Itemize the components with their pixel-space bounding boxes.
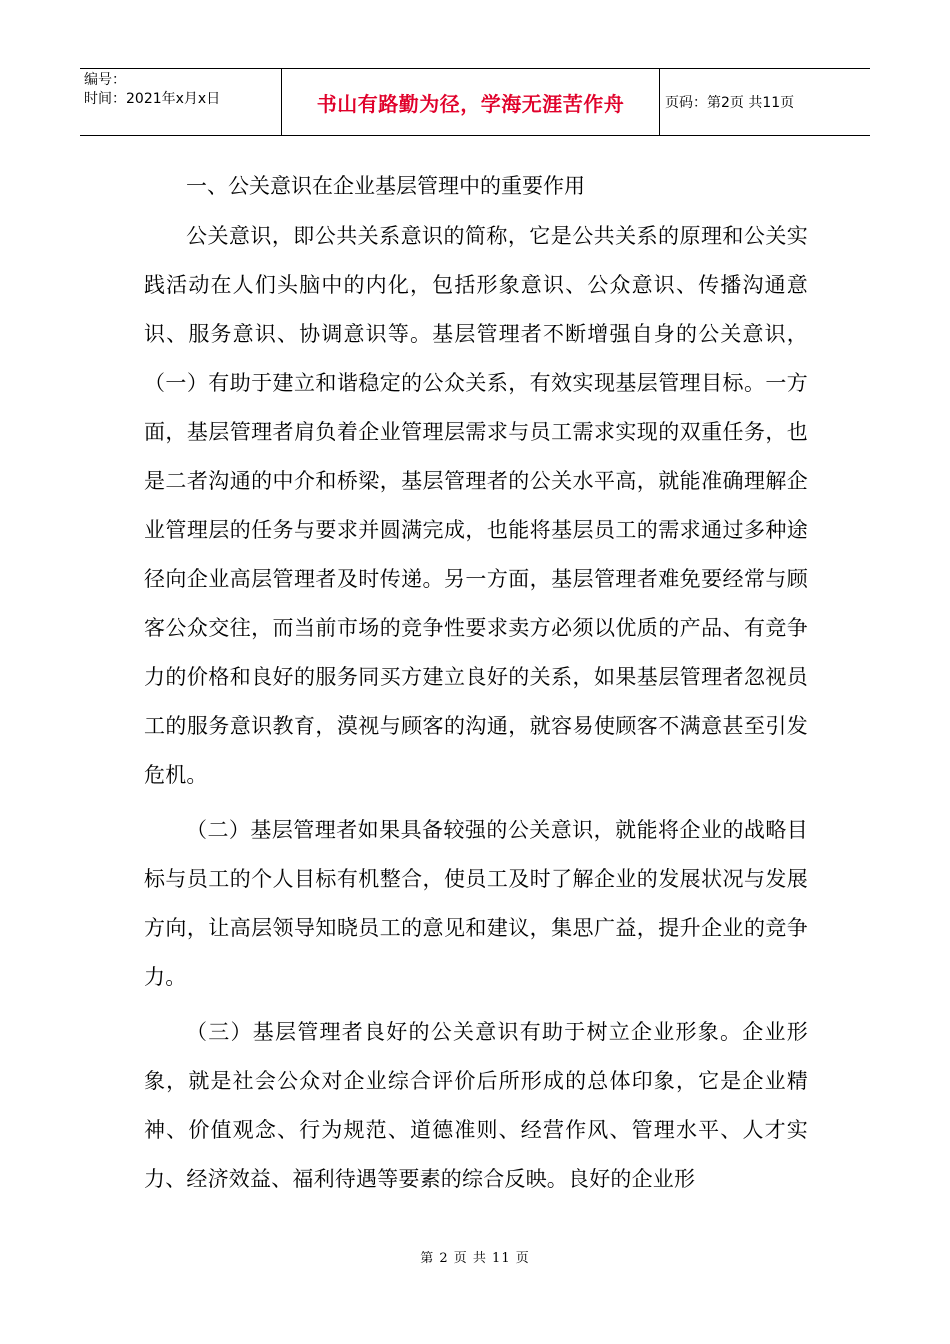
serial-number-label: 编号： (84, 72, 126, 88)
date-label: 时间：2021年x月x日 (84, 91, 221, 107)
body-paragraph-1: 公关意识，即公共关系意识的简称，它是公共关系的原理和公关实践活动在人们头脑中的内化，包括形象意识、公众意识、传播沟通意识、服务意识、协调意识等。基层管理者不断增强自身的公关意识，（一）有助于建立和谐稳定的公众关系，有效实现基层管理目标。一方面，基层管理者肩负着企业管理层需求与员工需求实现的双重任务，也是二者沟通的中介和桥梁，基层管理者的公关水平高，就能准确理解企业管理层的任务与要求并圆满完成，也能将基层员工的需求通过多种途径向企业高层管理者及时传递。另一方面，基层管理者难免要经常与顾客公众交往，而当前市场的竞争性要求卖方必须以优质的产品、有竞争力的价格和良好的服务同买方建立良好的关系，如果基层管理者忽视员工的服务意识教育，漠视与顾客的沟通，就容易使顾客不满意甚至引发危机。 (144, 224, 808, 787)
body-paragraph-3: （三）基层管理者良好的公关意识有助于树立企业形象。企业形象，就是社会公众对企业综合评价后所形成的总体印象，它是企业精神、价值观念、行为规范、道德准则、经营作风、管理水平、人才实力、经济效益、福利待遇等要素的综合反映。良好的企业形 (144, 1020, 808, 1191)
body-paragraph-2: （二）基层管理者如果具备较强的公关意识，就能将企业的战略目标与员工的个人目标有机整合，使员工及时了解企业的发展状况与发展方向，让高层领导知晓员工的意见和建议，集思广益，提升企业的竞争力。 (144, 818, 808, 989)
header-motto: 书山有路勤为径，学海无涯苦作舟 (282, 69, 660, 135)
header-page-info: 页码：第2页 共11页 (665, 95, 795, 111)
document-header (80, 68, 870, 136)
document-body (144, 163, 808, 1206)
page-footer: 第 2 页 共 11 页 (420, 1251, 530, 1266)
section-heading: 一、公关意识在企业基层管理中的重要作用 (186, 174, 585, 198)
header-meta-cell (80, 69, 282, 135)
